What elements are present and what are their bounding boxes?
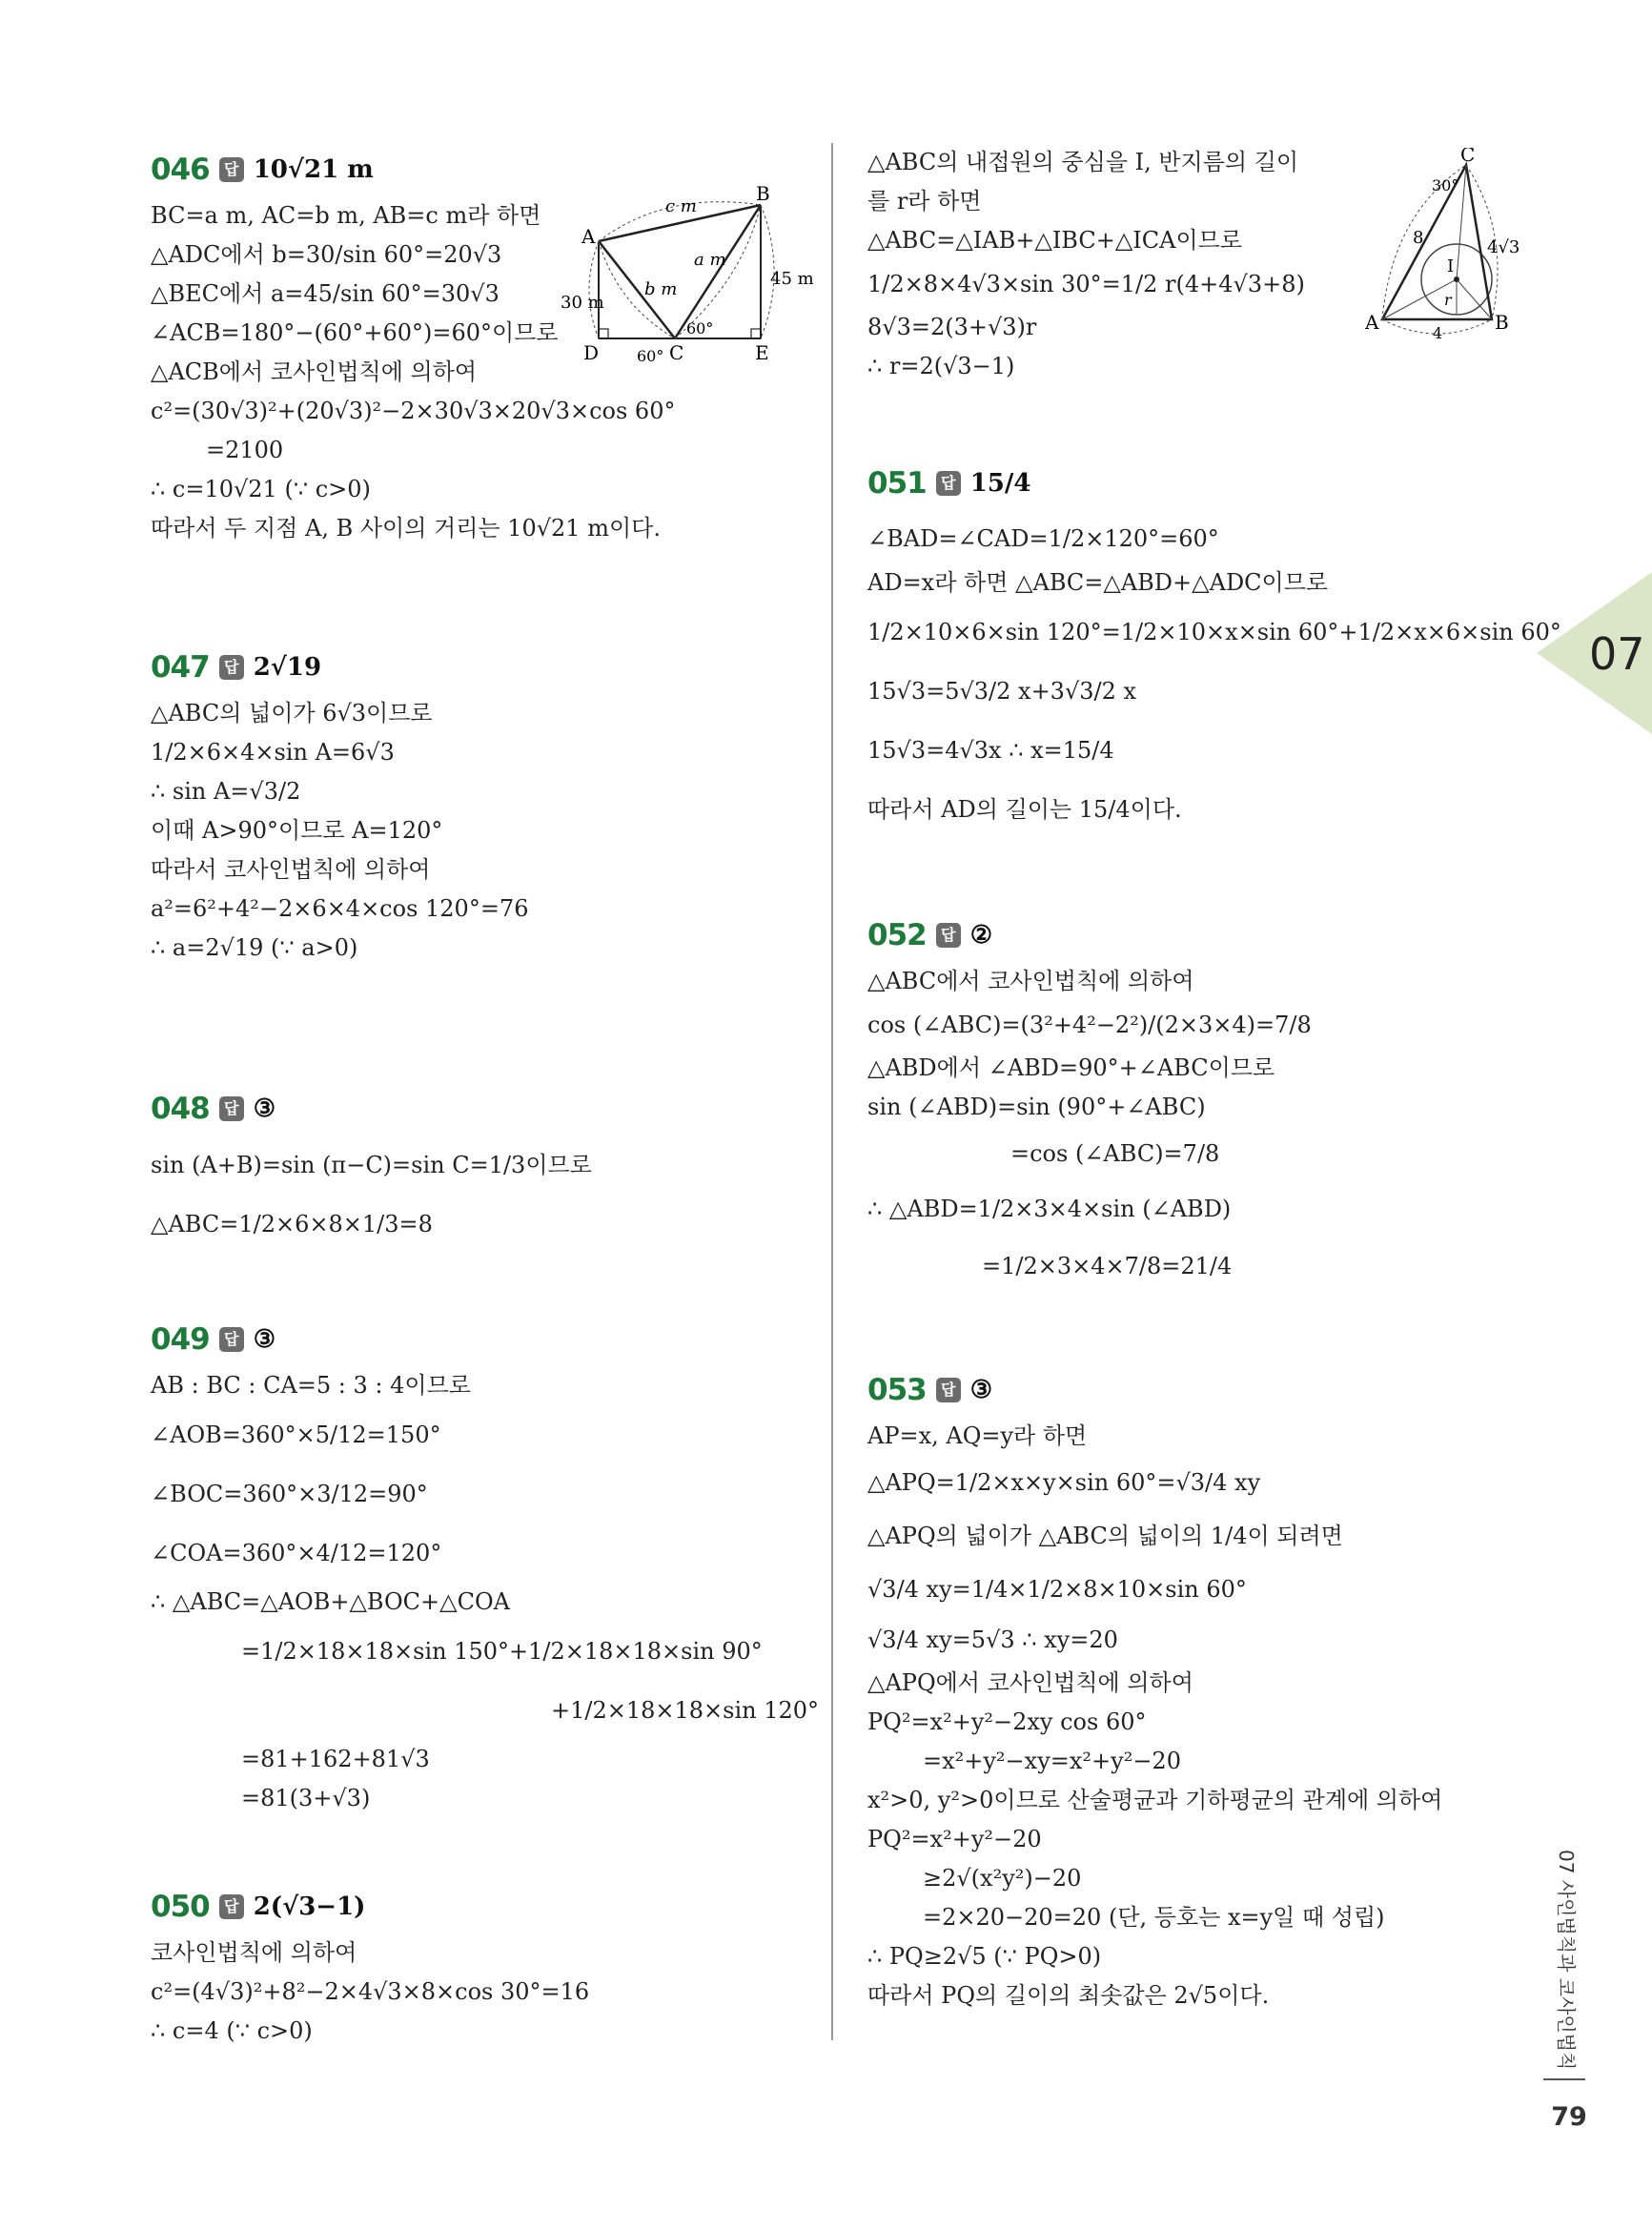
- solution-line: ∴ r=2(√3−1): [867, 353, 1015, 379]
- figure-side-label: b m: [644, 279, 678, 299]
- column-divider: [831, 143, 833, 2040]
- problem-051: [867, 453, 1561, 839]
- problem-header: [151, 1082, 808, 1135]
- solution-line: PQ²=x²+y²−2xy cos 60°: [867, 1708, 1147, 1735]
- figure-side-label: 4: [1433, 324, 1443, 338]
- problem-number: 048: [151, 1092, 210, 1126]
- problem-number: 047: [151, 650, 210, 685]
- solution-line: =cos (∠ABC)=7/8: [1010, 1140, 1220, 1167]
- answer-value: ③: [253, 1095, 276, 1123]
- solution-line: c²=(4√3)²+8²−2×4√3×8×cos 30°=16: [151, 1978, 590, 2005]
- solution-line: √3/4 xy=5√3 ∴ xy=20: [867, 1626, 1118, 1653]
- answer-value: ③: [969, 1376, 993, 1404]
- solution-line: AB : BC : CA=5 : 3 : 4이므로: [151, 1372, 471, 1399]
- answer-badge: 답: [936, 1378, 961, 1402]
- figure-label: C: [669, 341, 684, 362]
- solution-line: ≥2√(x²y²)−20: [923, 1865, 1082, 1892]
- chapter-tab: [1537, 572, 1652, 734]
- solution-line: =81(3+√3): [241, 1785, 371, 1811]
- problem-number: 049: [151, 1322, 210, 1357]
- figure-angle-label: 60°: [686, 319, 714, 338]
- answer-value: 15/4: [969, 469, 1031, 498]
- solution-line: AD=x라 하면 △ABC=△ABD+△ADC이므로: [867, 569, 1329, 596]
- solution-line: 이때 A>90°이므로 A=120°: [151, 817, 443, 844]
- problem-header: [151, 1880, 808, 1933]
- problem-048: [151, 1082, 808, 1254]
- solution-line: △APQ에서 코사인법칙에 의하여: [867, 1669, 1193, 1696]
- solution-line: 1/2×6×4×sin A=6√3: [151, 739, 395, 766]
- solution-line: =2100: [206, 437, 284, 463]
- solution-line: 1/2×10×6×sin 120°=1/2×10×x×sin 60°+1/2×x×6×sin 60°: [867, 619, 1561, 645]
- solution-line: 15√3=4√3x ∴ x=15/4: [867, 737, 1114, 764]
- problem-header: [867, 453, 1525, 514]
- figure-label: I: [1447, 256, 1455, 276]
- problem-header: [151, 641, 808, 694]
- solution-line: BC=a m, AC=b m, AB=c m라 하면: [151, 202, 541, 229]
- solution-line: △ABC의 내접원의 중심을 I, 반지름의 길이: [867, 149, 1299, 175]
- solution-line: ∠BOC=360°×3/12=90°: [151, 1481, 428, 1507]
- solution-line: △ABC=△IAB+△IBC+△ICA이므로: [867, 227, 1243, 254]
- solution-line: ∴ a=2√19 (∵ a>0): [151, 934, 358, 961]
- figure-side-label: a m: [694, 250, 726, 270]
- problem-number: 053: [867, 1373, 927, 1407]
- problem-header: [867, 1363, 1525, 1417]
- answer-value: 2(√3−1): [253, 1892, 366, 1921]
- answer-badge: 답: [219, 655, 244, 680]
- solution-line: 따라서 AD의 길이는 15/4이다.: [867, 796, 1182, 823]
- problem-049: [151, 1313, 820, 1818]
- figure-angle-label: 30°: [1432, 176, 1459, 194]
- solution-line: sin (∠ABD)=sin (90°+∠ABC): [867, 1094, 1206, 1120]
- figure-angle-label: 60°: [637, 347, 664, 362]
- answer-value: ②: [969, 921, 993, 950]
- problem-052: [867, 909, 1525, 1295]
- solution-line: ∠AOB=360°×5/12=150°: [151, 1422, 441, 1448]
- figure-side-label: r: [1444, 291, 1452, 309]
- problem-number: 046: [151, 153, 210, 187]
- solution-line: ∠COA=360°×4/12=120°: [151, 1540, 442, 1566]
- solution-line: △APQ의 넓이가 △ABC의 넓이의 1/4이 되려면: [867, 1523, 1343, 1549]
- answer-badge: 답: [219, 1096, 244, 1121]
- side-chapter-title-text: 07 사인법칙과 코사인법칙: [1555, 1850, 1578, 2071]
- figure-label: A: [581, 225, 596, 248]
- figure-label: A: [1365, 311, 1379, 334]
- solution-line: 코사인법칙에 의하여: [151, 1939, 357, 1966]
- solution-line: a²=6²+4²−2×6×4×cos 120°=76: [151, 895, 529, 922]
- solution-line: ∠ACB=180°−(60°+60°)=60°이므로: [151, 319, 559, 346]
- solution-line: ∴ sin A=√3/2: [151, 778, 301, 805]
- solution-line: =1/2×3×4×7/8=21/4: [982, 1253, 1233, 1279]
- solution-line: 15√3=5√3/2 x+3√3/2 x: [867, 678, 1137, 705]
- figure-label: C: [1460, 148, 1476, 166]
- problem-header: [151, 1313, 808, 1366]
- solution-line: 8√3=2(3+√3)r: [867, 314, 1037, 340]
- answer-badge: 답: [219, 157, 244, 182]
- figure-side-label: 8: [1413, 228, 1424, 248]
- solution-line: 1/2×8×4√3×sin 30°=1/2 r(4+4√3+8): [867, 271, 1305, 297]
- solution-line: x²>0, y²>0이므로 산술평균과 기하평균의 관계에 의하여: [867, 1787, 1443, 1813]
- solution-line: △ABC의 넓이가 6√3이므로: [151, 700, 433, 726]
- solution-line: +1/2×18×18×sin 120°: [551, 1697, 820, 1724]
- solution-line: √3/4 xy=1/4×1/2×8×10×sin 60°: [867, 1576, 1247, 1603]
- solution-line: c²=(30√3)²+(20√3)²−2×30√3×20√3×cos 60°: [151, 398, 676, 424]
- solution-line: △ACB에서 코사인법칙에 의하여: [151, 358, 478, 385]
- solution-line: ∴ c=4 (∵ c>0): [151, 2017, 313, 2044]
- solution-line: sin (A+B)=sin (π−C)=sin C=1/3이므로: [151, 1152, 592, 1178]
- solution-line: =81+162+81√3: [241, 1746, 430, 1772]
- solution-line: ∠BAD=∠CAD=1/2×120°=60°: [867, 525, 1219, 552]
- figure-side-label: 4√3: [1487, 237, 1520, 257]
- solution-line: =2×20−20=20 (단, 등호는 x=y일 때 성립): [923, 1904, 1385, 1931]
- answer-badge: 답: [219, 1327, 244, 1352]
- solution-line: △ABD에서 ∠ABD=90°+∠ABC이므로: [867, 1054, 1275, 1081]
- solution-line: 를 r라 하면: [867, 188, 982, 215]
- figure-label: D: [583, 341, 600, 362]
- figure-050-diagram: [1344, 148, 1525, 338]
- problem-046: [151, 143, 814, 548]
- answer-badge: 답: [936, 471, 961, 496]
- figure-side-label: 30 m: [561, 293, 604, 313]
- solution-line: ∴ △ABC=△AOB+△BOC+△COA: [151, 1588, 510, 1615]
- answer-value: 10√21 m: [253, 155, 374, 184]
- solution-line: =1/2×18×18×sin 150°+1/2×18×18×sin 90°: [241, 1638, 763, 1665]
- solution-line: ∴ △ABD=1/2×3×4×sin (∠ABD): [867, 1196, 1232, 1222]
- answer-badge: 답: [936, 923, 961, 948]
- answer-badge: 답: [219, 1894, 244, 1919]
- page-number: 79: [1551, 2102, 1587, 2132]
- problem-number: 051: [867, 466, 927, 501]
- figure-side-label: 45 m: [770, 269, 814, 289]
- solution-line: ∴ PQ≥2√5 (∵ PQ>0): [867, 1943, 1102, 1970]
- problem-050-continued: [867, 143, 1525, 386]
- solution-line: 따라서 코사인법칙에 의하여: [151, 856, 431, 883]
- solution-line: △ABC=1/2×6×8×1/3=8: [151, 1211, 433, 1238]
- side-chapter-title: [1542, 1850, 1600, 2097]
- chapter-tab-label: 07: [1589, 628, 1645, 680]
- problem-053: [867, 1363, 1525, 2015]
- problem-050: [151, 1880, 808, 2051]
- problem-header: [867, 909, 1525, 962]
- figure-046-diagram: [561, 186, 818, 362]
- solution-line: △ABC에서 코사인법칙에 의하여: [867, 968, 1194, 994]
- solution-line: 따라서 두 지점 A, B 사이의 거리는 10√21 m이다.: [151, 515, 661, 542]
- problem-number: 050: [151, 1890, 210, 1924]
- solution-line: AP=x, AQ=y라 하면: [867, 1422, 1088, 1449]
- solution-line: 따라서 PQ의 길이의 최솟값은 2√5이다.: [867, 1982, 1270, 2009]
- answer-value: ③: [253, 1325, 276, 1354]
- figure-label: E: [755, 341, 769, 362]
- solution-line: △APQ=1/2×x×y×sin 60°=√3/4 xy: [867, 1469, 1261, 1496]
- solution-line: cos (∠ABC)=(3²+4²−2²)/(2×3×4)=7/8: [867, 1012, 1312, 1038]
- problem-047: [151, 641, 808, 968]
- solution-line: △BEC에서 a=45/sin 60°=30√3: [151, 280, 500, 307]
- page-number-rule: [1543, 2078, 1585, 2080]
- solution-line: =x²+y²−xy=x²+y²−20: [923, 1748, 1181, 1774]
- solution-line: ∴ c=10√21 (∵ c>0): [151, 476, 371, 502]
- figure-side-label: c m: [665, 196, 697, 216]
- solution-line: △ADC에서 b=30/sin 60°=20√3: [151, 241, 502, 268]
- problem-number: 052: [867, 918, 927, 952]
- answer-value: 2√19: [253, 653, 322, 682]
- solution-line: PQ²=x²+y²−20: [867, 1826, 1042, 1852]
- figure-label: B: [1495, 311, 1509, 334]
- figure-label: B: [756, 186, 770, 205]
